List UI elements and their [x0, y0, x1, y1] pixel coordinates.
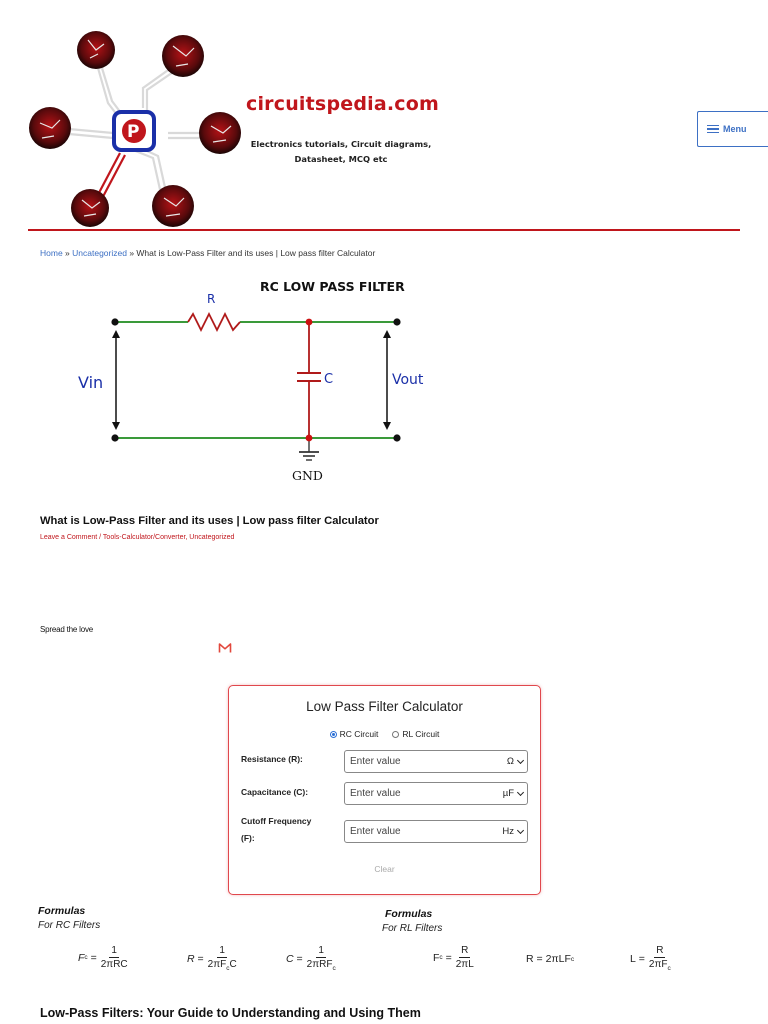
cutoff-unit-value: Hz — [502, 826, 514, 837]
rc-formulas-subheading: For RC Filters — [38, 920, 101, 931]
resistance-field — [344, 750, 528, 773]
site-tagline: Electronics tutorials, Circuit diagrams, Datasheet, MCQ etc — [250, 139, 432, 164]
vout-label: Vout — [392, 372, 424, 388]
spread-the-love-label: Spread the love — [40, 625, 94, 634]
svg-text:P: P — [127, 122, 140, 142]
resistance-unit-value: Ω — [506, 756, 514, 767]
category-link-tools[interactable]: Tools-Calculator/Converter — [102, 534, 186, 541]
breadcrumb-separator: » — [62, 248, 73, 258]
resistance-label: Resistance (R): — [241, 754, 303, 764]
site-title[interactable]: circuitspedia.com — [246, 93, 439, 115]
rl-resistance-formula: R = 2πLF c — [526, 953, 575, 965]
cutoff-label-line1: Cutoff Frequency — [241, 816, 312, 826]
menu-button[interactable] — [697, 111, 768, 147]
rc-capacitance-formula: C = $\frac{1}{2\pi RF_c}$ — [286, 945, 336, 972]
capacitance-label: Capacitance (C): — [241, 787, 309, 797]
breadcrumb — [40, 248, 375, 258]
rl-formulas-image — [378, 908, 708, 988]
capacitance-input[interactable]: Enter value — [350, 788, 401, 799]
rc-low-pass-filter-diagram — [60, 272, 480, 492]
capacitor-label: C — [324, 372, 334, 387]
vin-label: Vin — [78, 373, 104, 392]
rc-cutoff-formula: F c = $\frac{1}{\text{2πRC}}$ — [78, 945, 128, 970]
rl-formulas-heading: Formulas — [385, 908, 433, 920]
radio-rl-label: RL Circuit — [402, 729, 440, 739]
radio-rl-circuit[interactable] — [392, 729, 439, 739]
cutoff-frequency-label — [241, 813, 311, 847]
category-link-uncategorized[interactable]: Uncategorized — [189, 534, 235, 541]
vout-arrow — [383, 330, 391, 430]
meta-separator: / — [97, 534, 103, 541]
capacitance-unit-select[interactable] — [492, 783, 527, 804]
radio-rc-circuit[interactable] — [330, 729, 379, 739]
capacitance-unit-value: µF — [502, 788, 514, 799]
low-pass-filter-calculator — [228, 685, 541, 895]
radio-rc-label: RC Circuit — [339, 729, 379, 739]
post-title: What is Low-Pass Filter and its uses | Low pass filter Calculator — [40, 515, 379, 527]
circuit-type-radio-group — [229, 729, 540, 739]
cutoff-frequency-field — [344, 820, 528, 843]
rl-inductance-formula: L = $\frac{R}{2\pi F_c}$ — [630, 945, 671, 972]
calculator-title: Low Pass Filter Calculator — [306, 699, 463, 714]
cutoff-unit-select[interactable] — [492, 821, 527, 842]
rc-formulas-heading: Formulas — [38, 905, 86, 917]
header-divider — [28, 229, 740, 231]
vin-arrow — [112, 330, 120, 430]
cutoff-frequency-input[interactable]: Enter value — [350, 826, 401, 837]
capacitance-field — [344, 782, 528, 805]
post-meta — [40, 534, 234, 541]
meta-comma: , — [185, 534, 190, 541]
resistance-input[interactable]: Enter value — [350, 756, 401, 767]
breadcrumb-category-link[interactable]: Uncategorized — [72, 248, 127, 258]
radio-selected-indicator[interactable] — [330, 731, 337, 738]
rl-formulas-subheading: For RL Filters — [382, 923, 443, 934]
rc-formulas-image — [38, 905, 368, 985]
chevron-down-icon — [517, 756, 524, 763]
hamburger-icon — [707, 125, 719, 134]
breadcrumb-separator: » — [126, 248, 137, 258]
breadcrumb-current: What is Low-Pass Filter and its uses | Low pass filter Calculator — [136, 248, 376, 258]
rc-resistance-formula: R = $\frac{1}{2\pi F_cC}$ — [187, 945, 237, 972]
section-heading: Low-Pass Filters: Your Guide to Understanding and Using Them — [40, 1006, 421, 1020]
resistor-symbol — [188, 314, 240, 330]
chevron-down-icon — [517, 788, 524, 795]
resistor-label: R — [207, 292, 216, 306]
clear-button[interactable]: Clear — [374, 864, 395, 874]
radio-unselected-indicator[interactable] — [392, 731, 399, 738]
ground-label: GND — [292, 468, 323, 483]
diagram-title: RC LOW PASS FILTER — [260, 279, 405, 294]
menu-label: Menu — [723, 124, 747, 134]
resistance-unit-select[interactable] — [492, 751, 527, 772]
cutoff-label-line2: (F): — [241, 833, 255, 843]
rl-cutoff-formula: F c = $\frac{R}{2\pi L}$ — [433, 945, 474, 970]
site-logo[interactable] — [28, 28, 248, 228]
leave-comment-link[interactable]: Leave a Comment — [40, 534, 98, 541]
gmail-icon[interactable] — [218, 642, 232, 654]
chevron-down-icon — [517, 826, 524, 833]
breadcrumb-home-link[interactable]: Home — [40, 248, 63, 258]
